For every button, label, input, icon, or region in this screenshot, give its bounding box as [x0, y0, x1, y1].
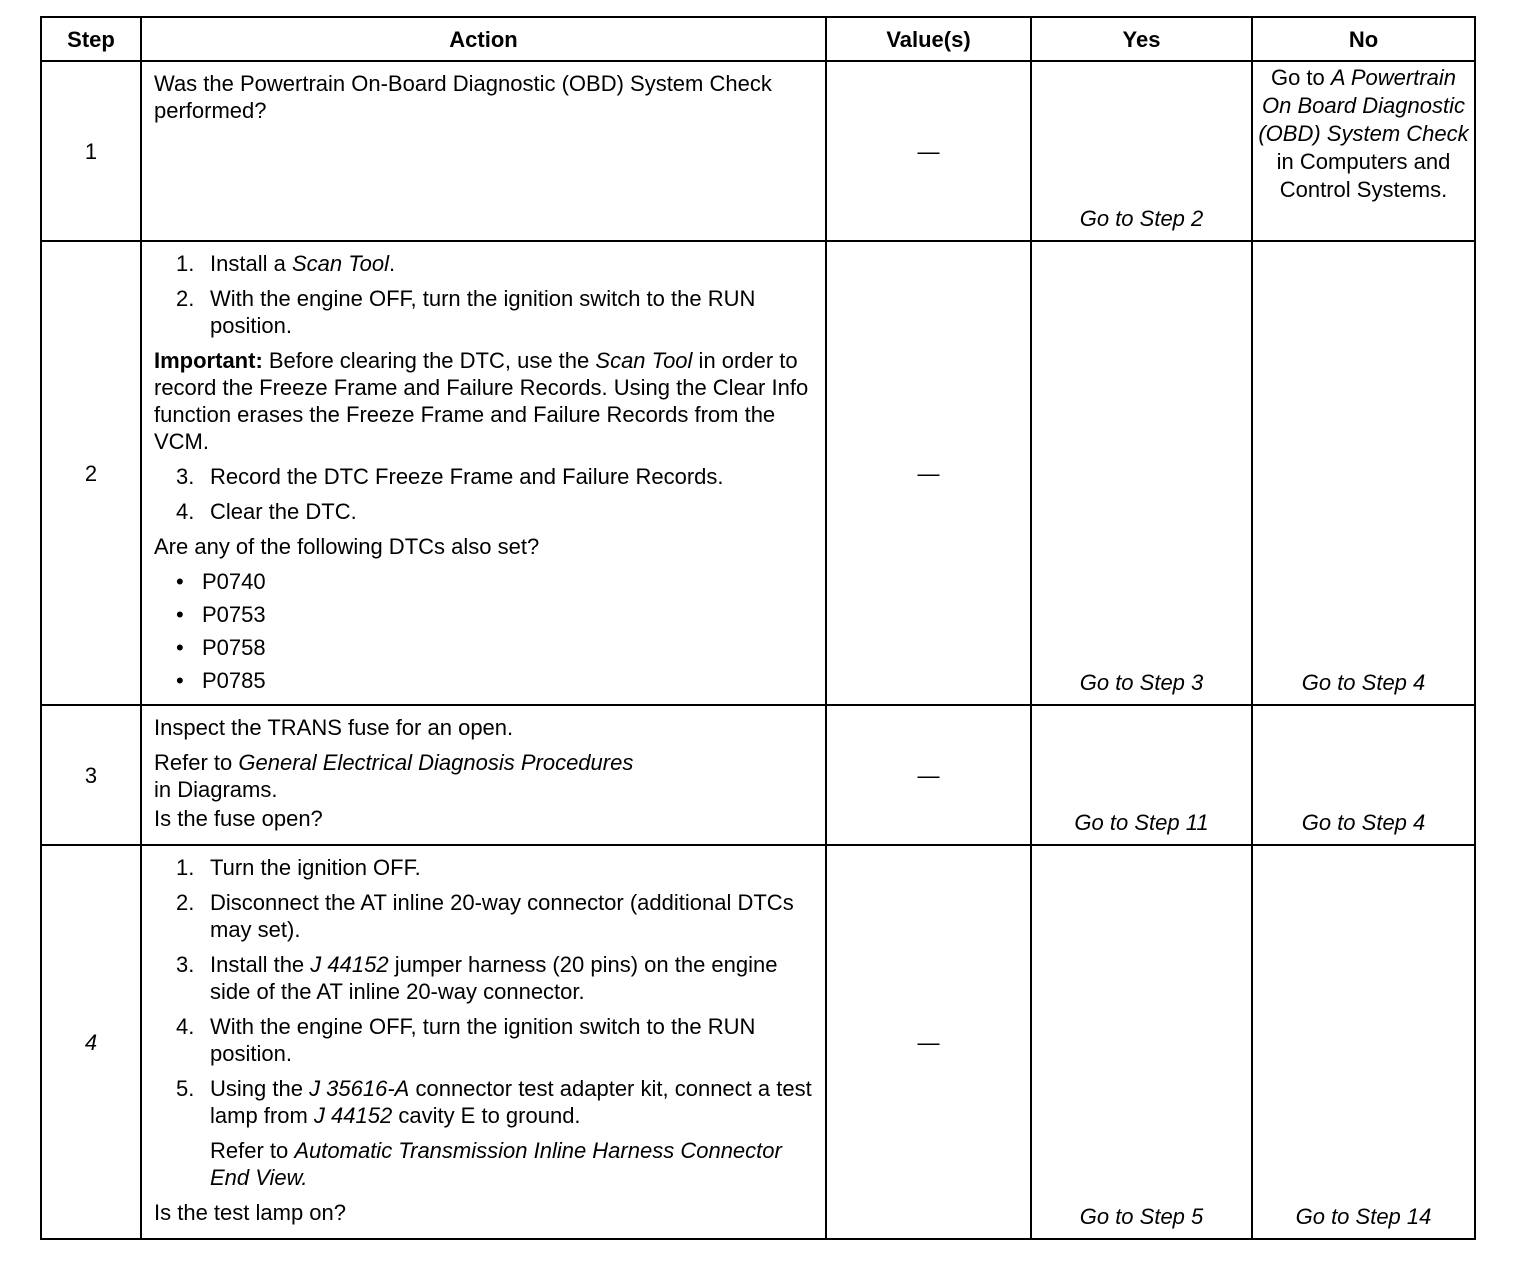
action-question: Is the fuse open?: [154, 806, 323, 831]
list-item: 1. Turn the ignition OFF.: [176, 855, 421, 880]
dtc-item: • P0785: [176, 668, 266, 693]
yes-link[interactable]: Go to Step 3: [1079, 670, 1204, 695]
list-item: 2. With the engine OFF, turn the ignition switch to the RUN position.: [176, 286, 756, 338]
no-cell: [1252, 845, 1475, 1239]
header-row: [41, 17, 1475, 61]
header-action: Action: [141, 17, 826, 61]
yes-cell: [1031, 241, 1252, 705]
refer-note: Refer to General Electrical Diagnosis Procedures in Diagrams.: [154, 750, 634, 802]
list-item: 4. Clear the DTC.: [176, 499, 357, 524]
list-item: 1. Install a Scan Tool.: [176, 251, 396, 276]
list-item: 3. Record the DTC Freeze Frame and Failure Records.: [176, 464, 724, 489]
diagnostic-table: [40, 16, 1476, 1240]
action-cell: [141, 705, 826, 845]
no-link[interactable]: Go to Step 4: [1301, 670, 1426, 695]
yes-link[interactable]: Go to Step 2: [1079, 206, 1204, 231]
no-link[interactable]: A Powertrain On Board Diagnostic (OBD) System Check: [1258, 65, 1469, 146]
header-step: Step: [41, 17, 141, 61]
refer-note: Refer to Automatic Transmission Inline Harness Connector End View.: [210, 1138, 782, 1190]
yes-link[interactable]: Go to Step 11: [1074, 810, 1209, 835]
step-number: 4: [41, 845, 141, 1239]
step-number: 1: [41, 61, 141, 241]
no-prefix: Go to: [1270, 65, 1331, 90]
no-cell: [1252, 241, 1475, 705]
list-item: 4. With the engine OFF, turn the ignition switch to the RUN position.: [176, 1014, 756, 1066]
dtc-item: • P0753: [176, 602, 266, 627]
no-link[interactable]: Go to Step 14: [1295, 1204, 1432, 1229]
table-row: [41, 61, 1475, 241]
important-note: Important: Before clearing the DTC, use the Scan Tool in order to record the Freeze Frame and Failure Records. Using the Clear Info function erases the Freeze Frame and Failure Records from the VCM.: [154, 348, 809, 454]
step-number: 3: [41, 705, 141, 845]
value-cell: —: [826, 241, 1031, 705]
table-row: [41, 705, 1475, 845]
header-values: Value(s): [826, 17, 1031, 61]
value-cell: —: [826, 705, 1031, 845]
list-item: 3. Install the J 44152 jumper harness (20 pins) on the engine side of the AT inline 20-way connector.: [176, 952, 778, 1004]
action-question: Are any of the following DTCs also set?: [154, 534, 540, 559]
step-number: 2: [41, 241, 141, 705]
table-row: [41, 845, 1475, 1239]
yes-cell: [1031, 61, 1252, 241]
header-no: No: [1252, 17, 1475, 61]
yes-cell: [1031, 845, 1252, 1239]
action-line: Inspect the TRANS fuse for an open.: [154, 715, 514, 740]
value-cell: —: [826, 845, 1031, 1239]
no-cell: [1252, 705, 1475, 845]
yes-link[interactable]: Go to Step 5: [1079, 1204, 1204, 1229]
list-item: 5. Using the J 35616-A connector test adapter kit, connect a test lamp from J 44152 cavity E to ground.: [176, 1076, 812, 1128]
dtc-item: • P0740: [176, 569, 266, 594]
action-cell: [141, 241, 826, 705]
list-item: 2. Disconnect the AT inline 20-way connector (additional DTCs may set).: [176, 890, 794, 942]
dtc-item: • P0758: [176, 635, 266, 660]
yes-cell: [1031, 705, 1252, 845]
no-suffix: in Computers and Control Systems.: [1276, 149, 1451, 202]
value-cell: —: [826, 61, 1031, 241]
no-cell: [1252, 61, 1475, 241]
action-cell: [141, 845, 826, 1239]
action-cell: [141, 61, 826, 241]
table-row: [41, 241, 1475, 705]
header-yes: Yes: [1031, 17, 1252, 61]
no-link[interactable]: Go to Step 4: [1301, 810, 1426, 835]
action-question: Is the test lamp on?: [154, 1200, 346, 1225]
action-question: Was the Powertrain On-Board Diagnostic (OBD) System Check performed?: [154, 71, 772, 123]
